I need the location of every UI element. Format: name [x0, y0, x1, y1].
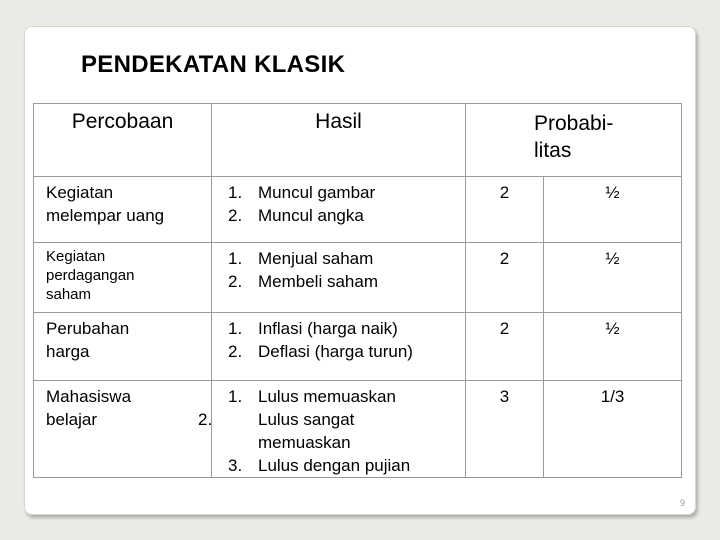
jumlah-cell: 2	[466, 177, 544, 243]
list-number: 2.	[228, 206, 243, 225]
slide-title: PENDEKATAN KLASIK	[81, 51, 346, 78]
jumlah-cell: 2	[466, 243, 544, 313]
hasil-cell	[212, 313, 466, 381]
list-number: 1.	[228, 249, 243, 268]
header-row	[34, 104, 682, 177]
list-item	[228, 317, 461, 340]
jumlah-cell: 3	[466, 381, 544, 478]
list-text: Muncul gambar	[258, 183, 376, 202]
list-text: Lulus memuaskan	[258, 387, 396, 406]
list-item	[228, 340, 461, 363]
hasil-cell	[212, 243, 466, 313]
list-item	[228, 385, 461, 408]
prob-cell: ½	[544, 177, 682, 243]
list-number: 2.	[228, 342, 243, 361]
header-prob-line1: Probabi-	[534, 112, 614, 135]
jumlah-cell: 2	[466, 313, 544, 381]
list-number: 1.	[228, 319, 243, 338]
probability-table	[33, 103, 682, 478]
kegiatan-cell	[34, 381, 212, 478]
kegiatan-text: Mahasiswa	[46, 387, 132, 406]
list-text: Menjual saham	[258, 249, 374, 268]
list-item	[228, 181, 461, 204]
header-probabilitas	[466, 104, 682, 177]
kegiatan-text: Kegiatan	[46, 183, 114, 202]
kegiatan-text: belajar	[46, 410, 98, 429]
hasil-list	[228, 247, 461, 293]
list-text: Inflasi (harga naik)	[258, 319, 398, 338]
header-percobaan: Percobaan	[34, 104, 212, 177]
kegiatan-text: harga	[46, 342, 90, 361]
list-text: Membeli saham	[258, 272, 378, 291]
kegiatan-text: perdagangan	[46, 267, 135, 284]
kegiatan-cell	[34, 313, 212, 381]
list-item	[198, 408, 418, 454]
list-number: 1.	[228, 183, 243, 202]
list-number: 3.	[228, 456, 243, 475]
kegiatan-cell	[34, 177, 212, 243]
table-row	[34, 243, 682, 313]
slide	[24, 26, 696, 515]
header-hasil: Hasil	[212, 104, 466, 177]
prob-cell: ½	[544, 313, 682, 381]
table-row	[34, 313, 682, 381]
hasil-cell	[212, 177, 466, 243]
table-row	[34, 177, 682, 243]
header-prob-line2: litas	[534, 139, 572, 162]
kegiatan-cell	[34, 243, 212, 313]
list-item	[228, 247, 461, 270]
hasil-cell	[198, 381, 466, 478]
hasil-list	[198, 385, 461, 477]
list-number: 2.	[228, 272, 243, 291]
list-item	[228, 204, 461, 227]
list-text: Lulus sangat memuaskan	[258, 410, 355, 452]
list-number: 1.	[228, 387, 243, 406]
hasil-list	[228, 317, 461, 363]
prob-cell: ½	[544, 243, 682, 313]
list-item	[228, 454, 461, 477]
list-text: Deflasi (harga turun)	[258, 342, 413, 361]
prob-cell: 1/3	[544, 381, 682, 478]
list-item	[228, 270, 461, 293]
kegiatan-text: Kegiatan	[46, 248, 106, 265]
list-text: Lulus dengan pujian	[258, 456, 411, 475]
table-row	[34, 381, 682, 478]
list-number: 2.	[198, 410, 213, 429]
list-text: Muncul angka	[258, 206, 364, 225]
page-number: 9	[679, 498, 685, 508]
kegiatan-text: melempar uang	[46, 206, 165, 225]
hasil-list	[228, 181, 461, 227]
kegiatan-text: Perubahan	[46, 319, 130, 338]
kegiatan-text: saham	[46, 286, 92, 303]
